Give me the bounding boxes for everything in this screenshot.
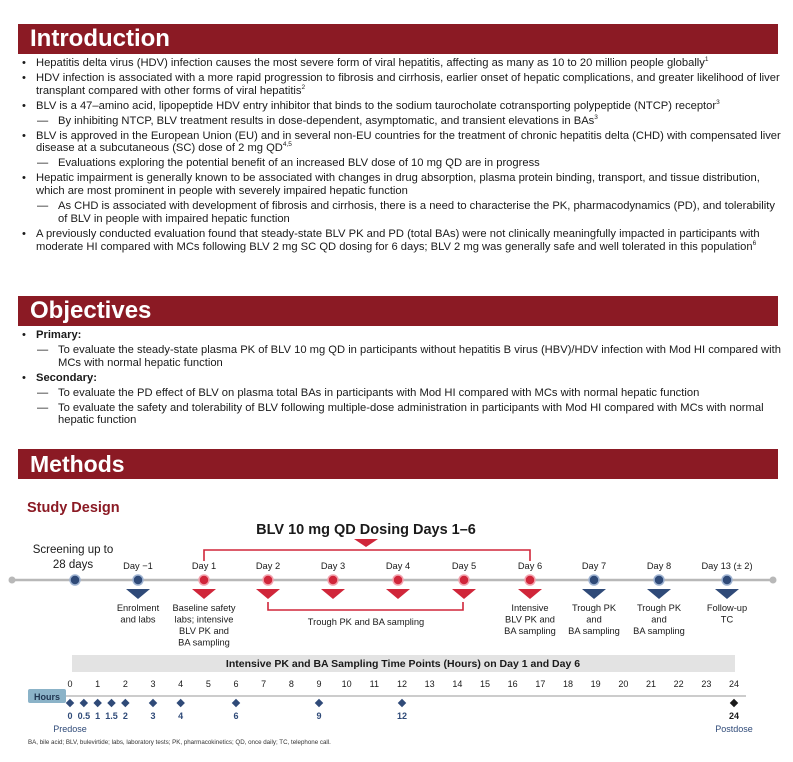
list-item-text: HDV infection is associated with a more rapid progression to fibrosis and cirrhosis, earlier onset of hepatic complications, and greater likelihood of liver transplant compared with other forms of viral hepatitis xyxy=(36,71,780,97)
study-design-diagram xyxy=(0,510,793,738)
sample-point-marker xyxy=(176,699,184,707)
introduction-heading: Introduction xyxy=(30,25,170,52)
hour-tick-label: 23 xyxy=(701,679,712,689)
list-item-text: Primary: xyxy=(36,329,82,341)
list-item-text: Secondary: xyxy=(36,371,97,384)
list-item xyxy=(18,344,783,370)
sample-points xyxy=(66,699,739,721)
day-note-line: BA sampling xyxy=(568,626,620,636)
objectives-banner xyxy=(18,296,778,326)
list-item-text: To evaluate the steady-state plasma PK of BLV 10 mg QD in participants without hepatitis B virus (HBV)/HDV infection with Mod HI compared with MCs with normal hepatic function xyxy=(58,343,781,369)
sample-point-marker xyxy=(730,699,738,707)
hour-tick-label: 14 xyxy=(452,679,463,689)
day-note-line: BA sampling xyxy=(178,637,230,648)
down-triangle-icon xyxy=(582,589,606,599)
sample-point-label: 0 xyxy=(67,711,73,721)
hour-tick-label: 5 xyxy=(205,679,211,689)
reference-superscript: 1 xyxy=(704,56,709,63)
day-note-line: BLV PK and xyxy=(179,626,229,636)
day-label: Day −1 xyxy=(123,561,153,571)
list-item-text: A previously conducted evaluation found that steady-state BLV PK and PD (total BAs) were not clinically meaningfully impacted in participants with moderate HI compared with MCs following BLV 2 mg SC QD dosing for 6 days; BLV 2 mg was generally safe and well tolerated in this population xyxy=(36,227,760,253)
sample-point-marker xyxy=(80,699,88,707)
down-triangle-icon xyxy=(321,589,345,599)
sample-point-label: 9 xyxy=(316,711,322,721)
reference-superscript: 3 xyxy=(716,98,720,106)
day-note-line: BA sampling xyxy=(504,626,556,636)
sample-point-label: 1.5 xyxy=(105,711,118,721)
objectives-heading: Objectives xyxy=(30,297,152,324)
trough-label: Trough PK and BA sampling xyxy=(307,617,425,627)
list-item xyxy=(18,157,783,170)
day-marker xyxy=(589,575,599,585)
hour-tick-label: 2 xyxy=(122,679,128,689)
hour-tick-label: 20 xyxy=(618,679,629,689)
hour-tick-label: 0 xyxy=(67,679,73,689)
list-item xyxy=(18,115,783,128)
down-triangle-icon xyxy=(256,589,280,599)
down-triangle-icon xyxy=(647,589,671,599)
hour-tick-label: 9 xyxy=(316,679,322,689)
sample-point-marker xyxy=(149,699,157,707)
day-note-line: Intensive xyxy=(511,603,549,613)
hours-label: Hours xyxy=(33,692,61,702)
list-item xyxy=(18,130,783,156)
screening-label-line1: Screening up to xyxy=(32,544,114,556)
list-item xyxy=(18,228,783,254)
day-note-line: and xyxy=(651,614,667,625)
day-note-line: and labs xyxy=(120,614,156,625)
hour-tick-label: 22 xyxy=(673,679,684,689)
day-label: Day 3 xyxy=(320,561,346,571)
down-triangle-icon xyxy=(518,589,542,599)
list-item xyxy=(18,372,783,385)
hour-tick-label: 3 xyxy=(150,679,156,689)
day-label: Day 8 xyxy=(646,561,672,571)
timeline-end-cap xyxy=(770,577,777,584)
day-note-line: Baseline safety xyxy=(172,603,236,613)
dosing-arrow-icon xyxy=(354,539,378,547)
objectives-list xyxy=(18,329,783,429)
down-triangle-icon xyxy=(192,589,216,599)
day-note-line: Trough PK xyxy=(571,603,617,613)
hour-tick-label: 8 xyxy=(288,679,294,689)
list-item-text: By inhibiting NTCP, BLV treatment results in dose-dependent, asymptomatic, and transient elevations in BAs xyxy=(58,114,595,127)
list-item-text: BLV is a 47–amino acid, lipopeptide HDV entry inhibitor that binds to the sodium taurocholate cotransporting polypeptide (NTCP) receptor xyxy=(36,99,717,112)
day-note-line: Follow-up xyxy=(706,603,748,613)
postdose-label: Postdose xyxy=(715,724,753,734)
day-label: Day 7 xyxy=(581,561,607,571)
list-item xyxy=(18,329,783,342)
sample-point-label: 6 xyxy=(233,711,239,721)
timeline-days xyxy=(117,561,753,648)
down-triangle-icon xyxy=(715,589,739,599)
list-item xyxy=(18,100,783,113)
sample-point-marker xyxy=(107,699,115,707)
day-marker xyxy=(328,575,338,585)
down-triangle-icon xyxy=(452,589,476,599)
list-item-text: To evaluate the PD effect of BLV on plasma total BAs in participants with Mod HI compared with MCs with normal hepatic function xyxy=(58,386,700,399)
hour-tick-label: 12 xyxy=(396,679,408,689)
day-note-line: TC xyxy=(720,614,734,625)
introduction-list xyxy=(18,57,783,256)
sample-point-label: 2 xyxy=(122,711,128,721)
hour-tick-label: 24 xyxy=(728,679,740,689)
day-note-line: and xyxy=(586,614,602,625)
list-item-text: To evaluate the safety and tolerability of BLV following multiple-dose administration in participants with Mod HI compared with MCs with normal hepatic function xyxy=(58,401,764,427)
day-marker xyxy=(459,575,469,585)
list-item-text: Evaluations exploring the potential benefit of an increased BLV dose of 10 mg QD are in progress xyxy=(58,157,540,170)
hour-tick-label: 19 xyxy=(590,679,601,689)
reference-superscript: 2 xyxy=(301,83,306,91)
predose-label: Predose xyxy=(53,724,87,734)
sample-point-label: 3 xyxy=(150,711,156,721)
list-item-text: As CHD is associated with development of fibrosis and cirrhosis, there is a need to characterise the PK, pharmacodynamics (PD), and tolerability of BLV in people with impaired hepatic function xyxy=(58,200,775,225)
day-note-line: labs; intensive xyxy=(174,614,234,625)
day-label: Day 4 xyxy=(385,561,411,571)
reference-superscript: 4,5 xyxy=(282,141,292,149)
reference-superscript: 6 xyxy=(752,239,757,247)
sample-point-label: 24 xyxy=(728,711,740,721)
trough-bracket xyxy=(268,602,463,610)
down-triangle-icon xyxy=(386,589,410,599)
day-label: Day 2 xyxy=(255,561,281,571)
hour-ticks xyxy=(67,679,739,689)
list-item xyxy=(18,200,783,226)
day-note-line: BLV PK and xyxy=(505,614,555,625)
sample-point-label: 1 xyxy=(95,711,101,721)
study-design-title: Study Design xyxy=(27,500,120,516)
screening-label-line2: 28 days xyxy=(52,559,94,571)
day-label: Day 6 xyxy=(517,561,543,571)
sampling-title: Intensive PK and BA Sampling Time Points (Hours) on Day 1 and Day 6 xyxy=(225,658,581,670)
sample-point-label: 0.5 xyxy=(77,711,91,721)
day-marker xyxy=(722,575,732,585)
sample-point-marker xyxy=(398,699,406,707)
hour-tick-label: 13 xyxy=(424,679,435,689)
day-label: Day 13 (± 2) xyxy=(701,561,753,571)
sample-point-marker xyxy=(315,699,323,707)
day-marker xyxy=(393,575,403,585)
list-item-text: BLV is approved in the European Union (EU) and in several non-EU countries for the treatment of chronic hepatitis delta (CHD) with compensated liver disease at a subcutaneous (SC) dose of 2 mg QD xyxy=(36,129,781,155)
timeline-start-cap xyxy=(9,577,16,584)
hour-tick-label: 7 xyxy=(261,679,267,689)
dosing-bracket xyxy=(204,550,530,561)
hour-tick-label: 16 xyxy=(507,679,518,689)
day-marker xyxy=(199,575,209,585)
reference-superscript: 3 xyxy=(594,113,598,121)
hour-tick-label: 18 xyxy=(562,679,574,689)
day-note-line: BA sampling xyxy=(633,626,685,636)
list-item xyxy=(18,172,783,198)
sample-point-label: 12 xyxy=(396,711,408,721)
day-marker xyxy=(263,575,273,585)
day-marker xyxy=(525,575,535,585)
list-item-text: Hepatitis delta virus (HDV) infection causes the most severe form of viral hepatitis, affecting as many as 10 to 20 million people globally xyxy=(36,57,705,69)
day-note-line: Trough PK xyxy=(636,603,682,613)
sample-point-marker xyxy=(93,699,101,707)
sample-point-marker xyxy=(66,699,74,707)
list-item xyxy=(18,72,783,98)
day-marker xyxy=(133,575,143,585)
methods-heading: Methods xyxy=(30,451,125,477)
day-marker xyxy=(654,575,664,585)
day-label: Day 1 xyxy=(191,561,217,571)
hour-tick-label: 21 xyxy=(645,679,657,689)
introduction-banner xyxy=(18,24,778,54)
methods-banner xyxy=(18,449,778,479)
hour-tick-label: 17 xyxy=(535,679,546,689)
sample-point-marker xyxy=(232,699,240,707)
hour-tick-label: 4 xyxy=(178,679,184,689)
list-item xyxy=(18,402,783,428)
list-item xyxy=(18,57,783,70)
hour-tick-label: 10 xyxy=(341,679,352,689)
screening-marker xyxy=(70,575,80,585)
sample-point-label: 4 xyxy=(178,711,184,721)
list-item-text: Hepatic impairment is generally known to be associated with changes in drug absorption, plasma protein binding, transport, and tissue distribution, which are most prominent in people with severely impaired hepatic function xyxy=(36,172,760,198)
day-label: Day 5 xyxy=(451,561,477,571)
hour-tick-label: 15 xyxy=(479,679,491,689)
hour-tick-label: 6 xyxy=(233,679,239,689)
hour-tick-label: 1 xyxy=(95,679,101,689)
dosing-label: BLV 10 mg QD Dosing Days 1–6 xyxy=(256,522,476,538)
day-note-line: Enrolment xyxy=(116,603,160,613)
sample-point-marker xyxy=(121,699,129,707)
down-triangle-icon xyxy=(126,589,150,599)
hour-tick-label: 11 xyxy=(369,679,380,689)
list-item xyxy=(18,387,783,400)
footnote: BA, bile acid; BLV, bulevirtide; labs, laboratory tests; PK, pharmacokinetics; QD, once daily; TC, telephone call. xyxy=(28,739,331,746)
